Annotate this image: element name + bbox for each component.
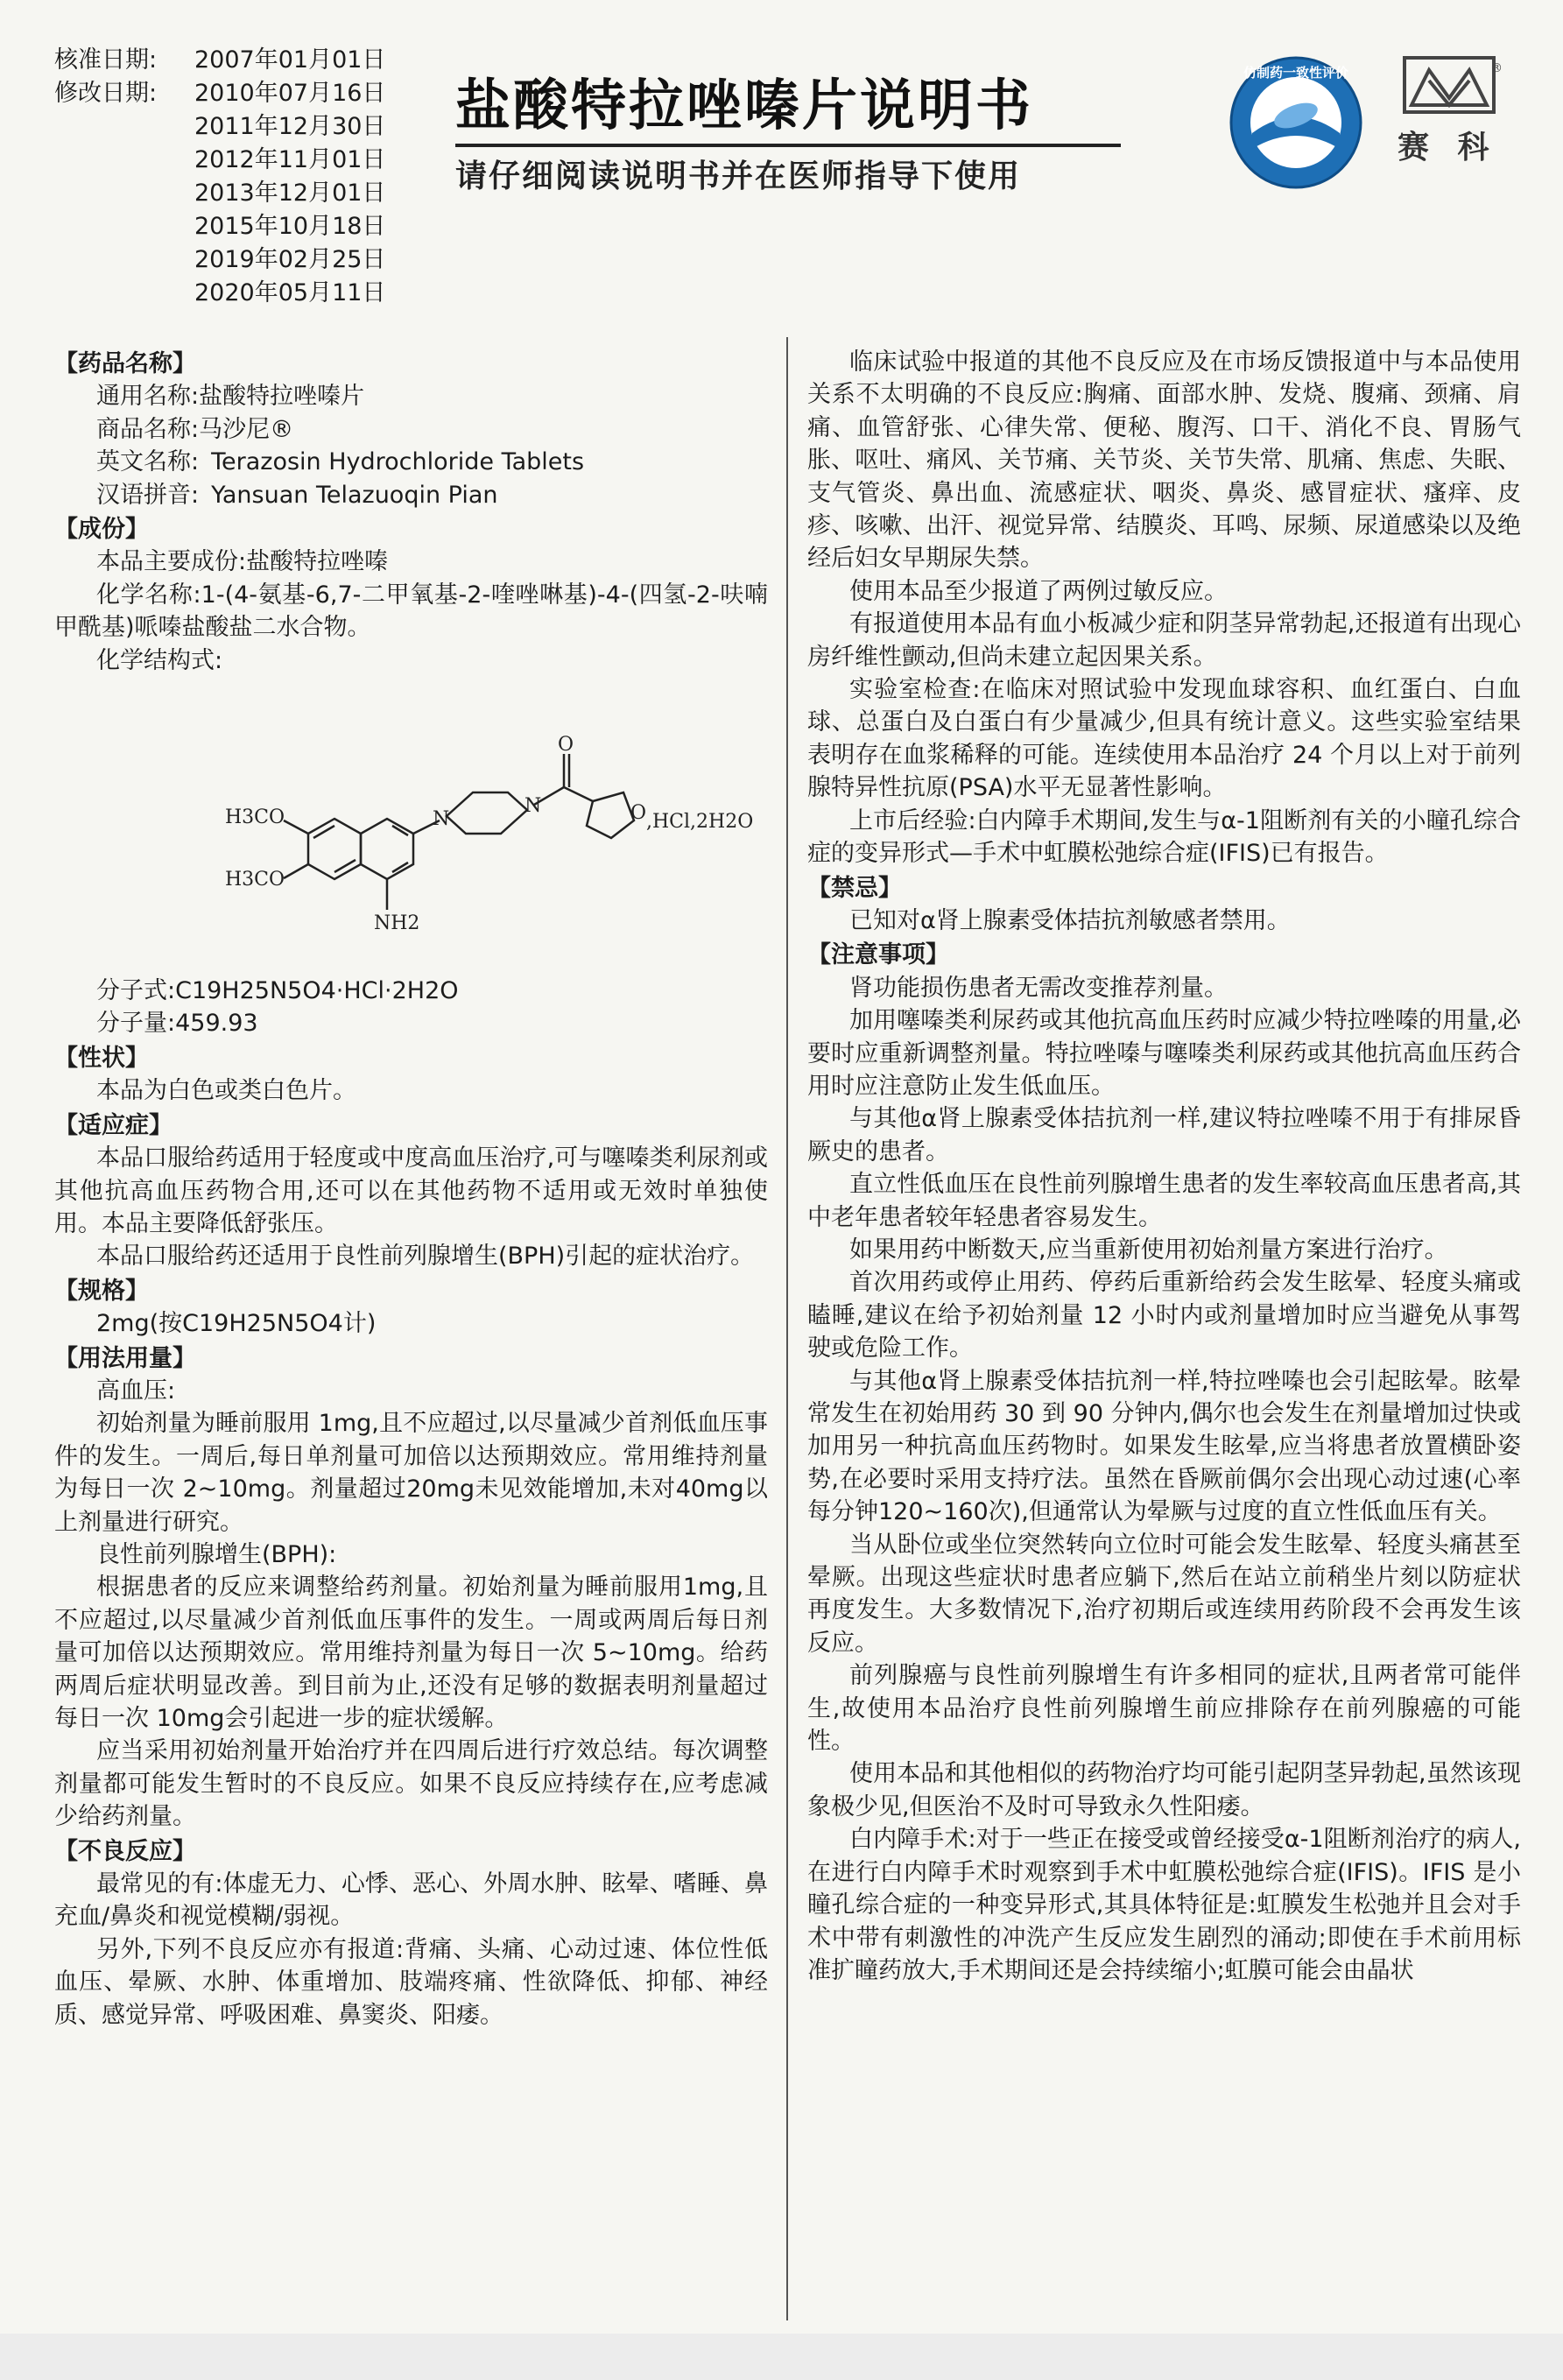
dosage-paragraph: 初始剂量为睡前服用 1mg,且不应超过,以尽量减少首剂低血压事件的发生。一周后,每日单剂量可加倍以达预期效应。常用维持剂量为每日一次 2~10mg。剂量超过20mg未见效能增加,未对40mg以上剂量进行研究。 bbox=[54, 1410, 768, 1536]
caution-paragraph: 白内障手术:对于一些正在接受或曾经接受α-1阻断剂治疗的病人,在进行白内障手术时观察到手术中虹膜松弛综合症(IFIS)。IFIS 是小瞳孔综合症的一种变异形式,其具体特征是:虹膜发生松弛并且会对手术中带有刺激性的冲洗产生反应发生剧烈的涌动;即使在手术前用标准扩瞳药放大,手术期间还是会持续缩小;虹膜可能会由晶状 bbox=[807, 1826, 1521, 1984]
caution-paragraph: 前列腺癌与良性前列腺增生有许多相同的症状,且两者常可能伴生,故使用本品治疗良性前列腺增生前应排除存在前列腺癌的可能性。 bbox=[807, 1662, 1521, 1756]
appearance-text: 本品为白色或类白色片。 bbox=[96, 1077, 356, 1105]
carbonyl-o-label: O bbox=[558, 734, 574, 757]
date-row: 2012年11月01日 bbox=[194, 146, 386, 173]
page-subtitle: 请仔细阅读说明书并在医师指导下使用 bbox=[455, 158, 1022, 194]
dosage-paragraph: 根据患者的反应来调整给药剂量。初始剂量为睡前服用1mg,且不应超过,以尽量减少首剂低血压事件的发生。一周或两周后每日剂量可加倍以达预期效应。常用维持剂量为每日一次 5~10mg。给药两周后症状明显改善。到目前为止,还没有足够的数据表明剂量超过每日一次 10mg会引起进一步的症状缓解。 bbox=[54, 1574, 768, 1732]
date-row: 2015年10月18日 bbox=[194, 213, 386, 240]
section-heading: 【规格】 bbox=[54, 1277, 149, 1305]
right-column bbox=[807, 346, 1521, 1987]
pinyin-name: 汉语拼音: Yansuan Telazuoqin Pian bbox=[96, 481, 498, 509]
badge-text: 仿制药一致性评价 bbox=[1243, 65, 1349, 81]
left-column bbox=[54, 346, 768, 2031]
english-name: 英文名称: Terazosin Hydrochloride Tablets bbox=[96, 448, 585, 476]
dosage-paragraph: 应当采用初始剂量开始治疗并在四周后进行疗效总结。每次调整剂量都可能发生暂时的不良反应。如果不良反应持续存在,应考虑减少给药剂量。 bbox=[54, 1737, 768, 1831]
molecular-formula: 分子式:C19H25N5O4·HCl·2H2O bbox=[96, 977, 459, 1005]
spec-text: 2mg(按C19H25N5O4计) bbox=[96, 1310, 377, 1338]
page-title: 盐酸特拉唑嗪片说明书 bbox=[455, 74, 1033, 137]
date-row: 2011年12月30日 bbox=[194, 113, 386, 140]
caution-paragraph: 直立性低血压在良性前列腺增生患者的发生率较高血压患者高,其中老年患者较年轻患者容易发生。 bbox=[807, 1171, 1521, 1231]
date-row: 核准日期: 2007年01月01日 bbox=[54, 46, 386, 74]
date-row: 2019年02月25日 bbox=[194, 246, 386, 273]
section-heading: 【成份】 bbox=[54, 516, 149, 544]
methoxy-label-2: H3CO bbox=[225, 869, 285, 891]
caution-paragraph: 与其他α肾上腺素受体拮抗剂一样,特拉唑嗪也会引起眩晕。眩晕常发生在初始用药 30 到 90 分钟内,偶尔也会发生在剂量增加过快或加用另一种抗高血压药物时。如果发生眩晕,应当将患者放置横卧姿势,在必要时采用支持疗法。虽然在昏厥前偶尔会出现心动过速(心率每分钟120~160次),但通常认为晕厥与过度的直立性低血压有关。 bbox=[807, 1367, 1521, 1526]
n-label: N bbox=[525, 795, 542, 818]
date-row: 2013年12月01日 bbox=[194, 180, 386, 207]
caution-paragraph: 与其他α肾上腺素受体拮抗剂一样,建议特拉唑嗪不用于有排尿昏厥史的患者。 bbox=[807, 1105, 1521, 1165]
svg-text:®: ® bbox=[1490, 61, 1503, 75]
adverse-paragraph: 临床试验中报道的其他不良反应及在市场反馈报道中与本品使用关系不太明确的不良反应:胸痛、面部水肿、发烧、腹痛、颈痛、肩痛、血管舒张、心律失常、便秘、腹泻、口干、消化不良、胃肠气胀、呕吐、痛风、关节痛、关节炎、关节失常、肌痛、焦虑、失眠、支气管炎、鼻出血、流感症状、咽炎、鼻炎、感冒症状、瘙痒、皮疹、咳嗽、出汗、视觉异常、结膜炎、耳鸣、尿频、尿道感染以及绝经后妇女早期尿失禁。 bbox=[807, 349, 1521, 573]
structure-label: 化学结构式: bbox=[96, 646, 223, 674]
caution-paragraph: 如果用药中断数天,应当重新使用初始剂量方案进行治疗。 bbox=[849, 1236, 1448, 1264]
date-row: 2020年05月11日 bbox=[194, 279, 386, 306]
revision-dates bbox=[54, 44, 385, 310]
molecular-weight: 分子量:459.93 bbox=[96, 1010, 258, 1038]
contraindication-text: 已知对α肾上腺素受体拮抗剂敏感者禁用。 bbox=[849, 906, 1291, 934]
section-heading: 【注意事项】 bbox=[807, 941, 949, 969]
adverse-paragraph: 使用本品至少报道了两例过敏反应。 bbox=[849, 577, 1228, 605]
caution-paragraph: 首次用药或停止用药、停药后重新给药会发生眩晕、轻度头痛或瞌睡,建议在给予初始剂量 12 小时内或剂量增加时应当避免从事驾驶或危险工作。 bbox=[807, 1269, 1521, 1363]
generic-name: 通用名称: 盐酸特拉唑嗪片 bbox=[96, 383, 365, 411]
amine-label: NH2 bbox=[374, 912, 420, 935]
adverse-paragraph: 另外,下列不良反应亦有报道:背痛、头痛、心动过速、体位性低血压、晕厥、水肿、体重增加、肢端疼痛、性欲降低、抑郁、神经质、感觉异常、呼吸困难、鼻窦炎、阳痿。 bbox=[54, 1935, 768, 2029]
caution-paragraph: 使用本品和其他相似的药物治疗均可能引起阴茎异勃起,虽然该现象极少见,但医治不及时可导致永久性阳痿。 bbox=[807, 1760, 1521, 1820]
indications-paragraph: 本品口服给药还适用于良性前列腺增生(BPH)引起的症状治疗。 bbox=[96, 1243, 755, 1271]
section-heading: 【性状】 bbox=[54, 1044, 149, 1072]
n-label: N bbox=[433, 808, 450, 831]
chemical-structure bbox=[54, 680, 768, 969]
salt-label: ,HCl,2H2O bbox=[646, 811, 754, 834]
consistency-evaluation-badge-icon bbox=[1226, 53, 1366, 193]
structure-diagram bbox=[54, 680, 768, 969]
dosage-subheading: 良性前列腺增生(BPH): bbox=[96, 1540, 337, 1568]
section-heading: 【适应症】 bbox=[54, 1111, 172, 1139]
methoxy-label-1: H3CO bbox=[225, 806, 285, 829]
caution-paragraph: 当从卧位或坐位突然转向立位时可能会发生眩晕、轻度头痛甚至晕厥。出现这些症状时患者应躺下,然后在站立前稍坐片刻以防症状再度发生。大多数情况下,治疗初期后或连续用药阶段不会再发生该反应。 bbox=[807, 1531, 1521, 1657]
adverse-paragraph: 有报道使用本品有血小板减少症和阴茎异常勃起,还报道有出现心房纤维性颤动,但尚未建立起因果关系。 bbox=[807, 610, 1521, 671]
adverse-paragraph: 最常见的有:体虚无力、心悸、恶心、外周水肿、眩晕、嗜睡、鼻充血/鼻炎和视觉模糊/弱视。 bbox=[54, 1870, 768, 1931]
page-bottom-margin bbox=[0, 2334, 1563, 2380]
section-heading: 【药品名称】 bbox=[54, 350, 196, 377]
trade-name: 商品名称: 马沙尼® bbox=[96, 415, 294, 443]
caution-paragraph: 肾功能损伤患者无需改变推荐剂量。 bbox=[849, 974, 1228, 1002]
title-block bbox=[455, 72, 1138, 198]
caution-paragraph: 加用噻嗪类利尿药或其他抗高血压药时应减少特拉唑嗪的用量,必要时应重新调整剂量。特拉唑嗪与噻嗪类利尿药或其他抗高血压药合用时应注意防止发生低血压。 bbox=[807, 1007, 1521, 1100]
indications-paragraph: 本品口服给药适用于轻度或中度高血压治疗,可与噻嗪类利尿剂或其他抗高血压药物合用,还可以在其他药物不适用或无效时单独使用。本品主要降低舒张压。 bbox=[54, 1144, 768, 1237]
column-divider bbox=[786, 337, 788, 2320]
section-heading: 【不良反应】 bbox=[54, 1837, 196, 1865]
dosage-subheading: 高血压: bbox=[96, 1377, 176, 1405]
date-row: 修改日期: 2010年07月16日 bbox=[54, 80, 386, 107]
title-underline bbox=[455, 144, 1121, 147]
section-heading: 【禁忌】 bbox=[807, 874, 902, 902]
chemical-name: 化学名称:1-(4-氨基-6,7-二甲氧基-2-喹唑啉基)-4-(四氢-2-呋喃甲酰基)哌嗪盐酸盐二水合物。 bbox=[54, 581, 768, 642]
lab-tests-paragraph: 实验室检查:在临床对照试验中发现血球容积、血红蛋白、白血球、总蛋白及白蛋白有少量减少,但具有统计意义。这些实验室结果表明存在血浆稀释的可能。连续使用本品治疗 24 个月以上对于前列腺特异性抗原(PSA)水平无显著性影响。 bbox=[807, 676, 1521, 802]
main-ingredient: 本品主要成份:盐酸特拉唑嗪 bbox=[96, 548, 389, 576]
company-name: 赛 科 bbox=[1398, 130, 1498, 165]
post-market-paragraph: 上市后经验:白内障手术期间,发生与α-1阻断剂有关的小瞳孔综合症的变异形式—手术中虹膜松弛综合症(IFIS)已有报告。 bbox=[807, 806, 1521, 868]
section-heading: 【用法用量】 bbox=[54, 1344, 196, 1372]
ring-o-label: O bbox=[630, 802, 647, 825]
